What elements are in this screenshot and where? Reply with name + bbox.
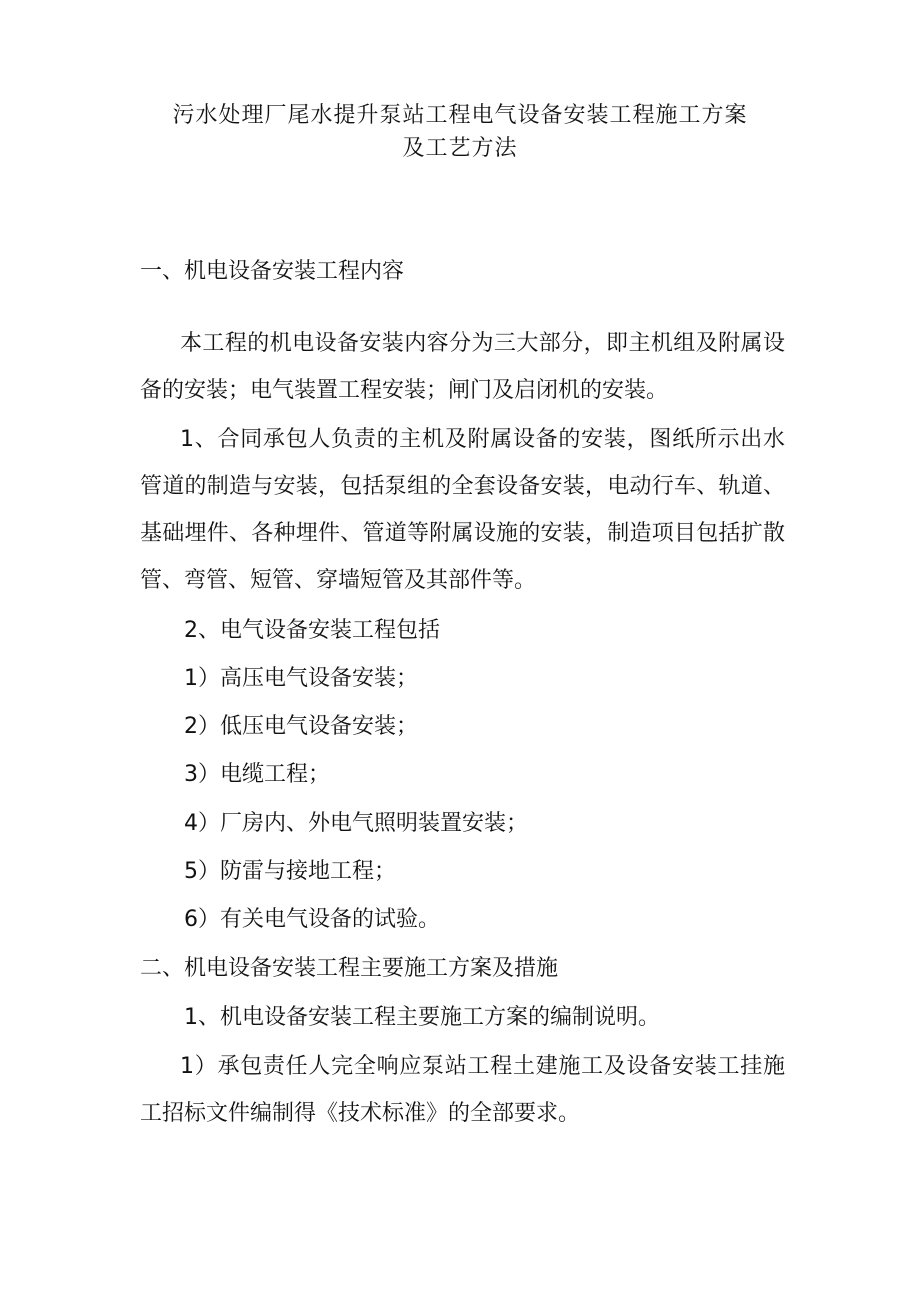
sub-item-5: 5）防雷与接地工程； — [184, 859, 396, 884]
sub-item-4: 4）厂房内、外电气照明装置安装； — [184, 811, 528, 836]
section-2-heading: 二、机电设备安装工程主要施工方案及措施 — [140, 956, 559, 981]
sub-item-3: 3）电缆工程； — [184, 762, 330, 787]
section-1-heading: 一、机电设备安装工程内容 — [140, 259, 405, 284]
section-2-sub-1-paragraph: 1）承包责任人完全响应泵站工程土建施工及设备安装工挂施工招标文件编制得《技术标准》的全部要求。 — [140, 1054, 785, 1126]
section-2-item-1: 1、机电设备安装工程主要施工方案的编制说明。 — [184, 1005, 660, 1030]
sub-item-6: 6）有关电气设备的试验。 — [184, 907, 440, 932]
document-title-line-1: 污水处理厂尾水提升泵站工程电气设备安装工程施工方案 — [172, 103, 748, 128]
sub-item-2: 2）低压电气设备安装； — [184, 714, 418, 739]
section-1-item-1-paragraph: 1、合同承包人负责的主机及附属设备的安装，图纸所示出水管道的制造与安装，包括泵组的全套设备安装，电动行车、轨道、基础埋件、各种埋件、管道等附属设施的安装，制造项目包括扩散管、弯管、短管、穿墙短管及其部件等。 — [140, 427, 785, 593]
section-1-item-2-heading: 2、电气设备安装工程包括 — [184, 618, 440, 643]
sub-item-1: 1）高压电气设备安装； — [184, 666, 418, 691]
section-1-intro-paragraph: 本工程的机电设备安装内容分为三大部分，即主机组及附属设备的安装；电气装置工程安装；闸门及启闭机的安装。 — [140, 331, 785, 403]
document-title-line-2: 及工艺方法 — [402, 136, 518, 161]
